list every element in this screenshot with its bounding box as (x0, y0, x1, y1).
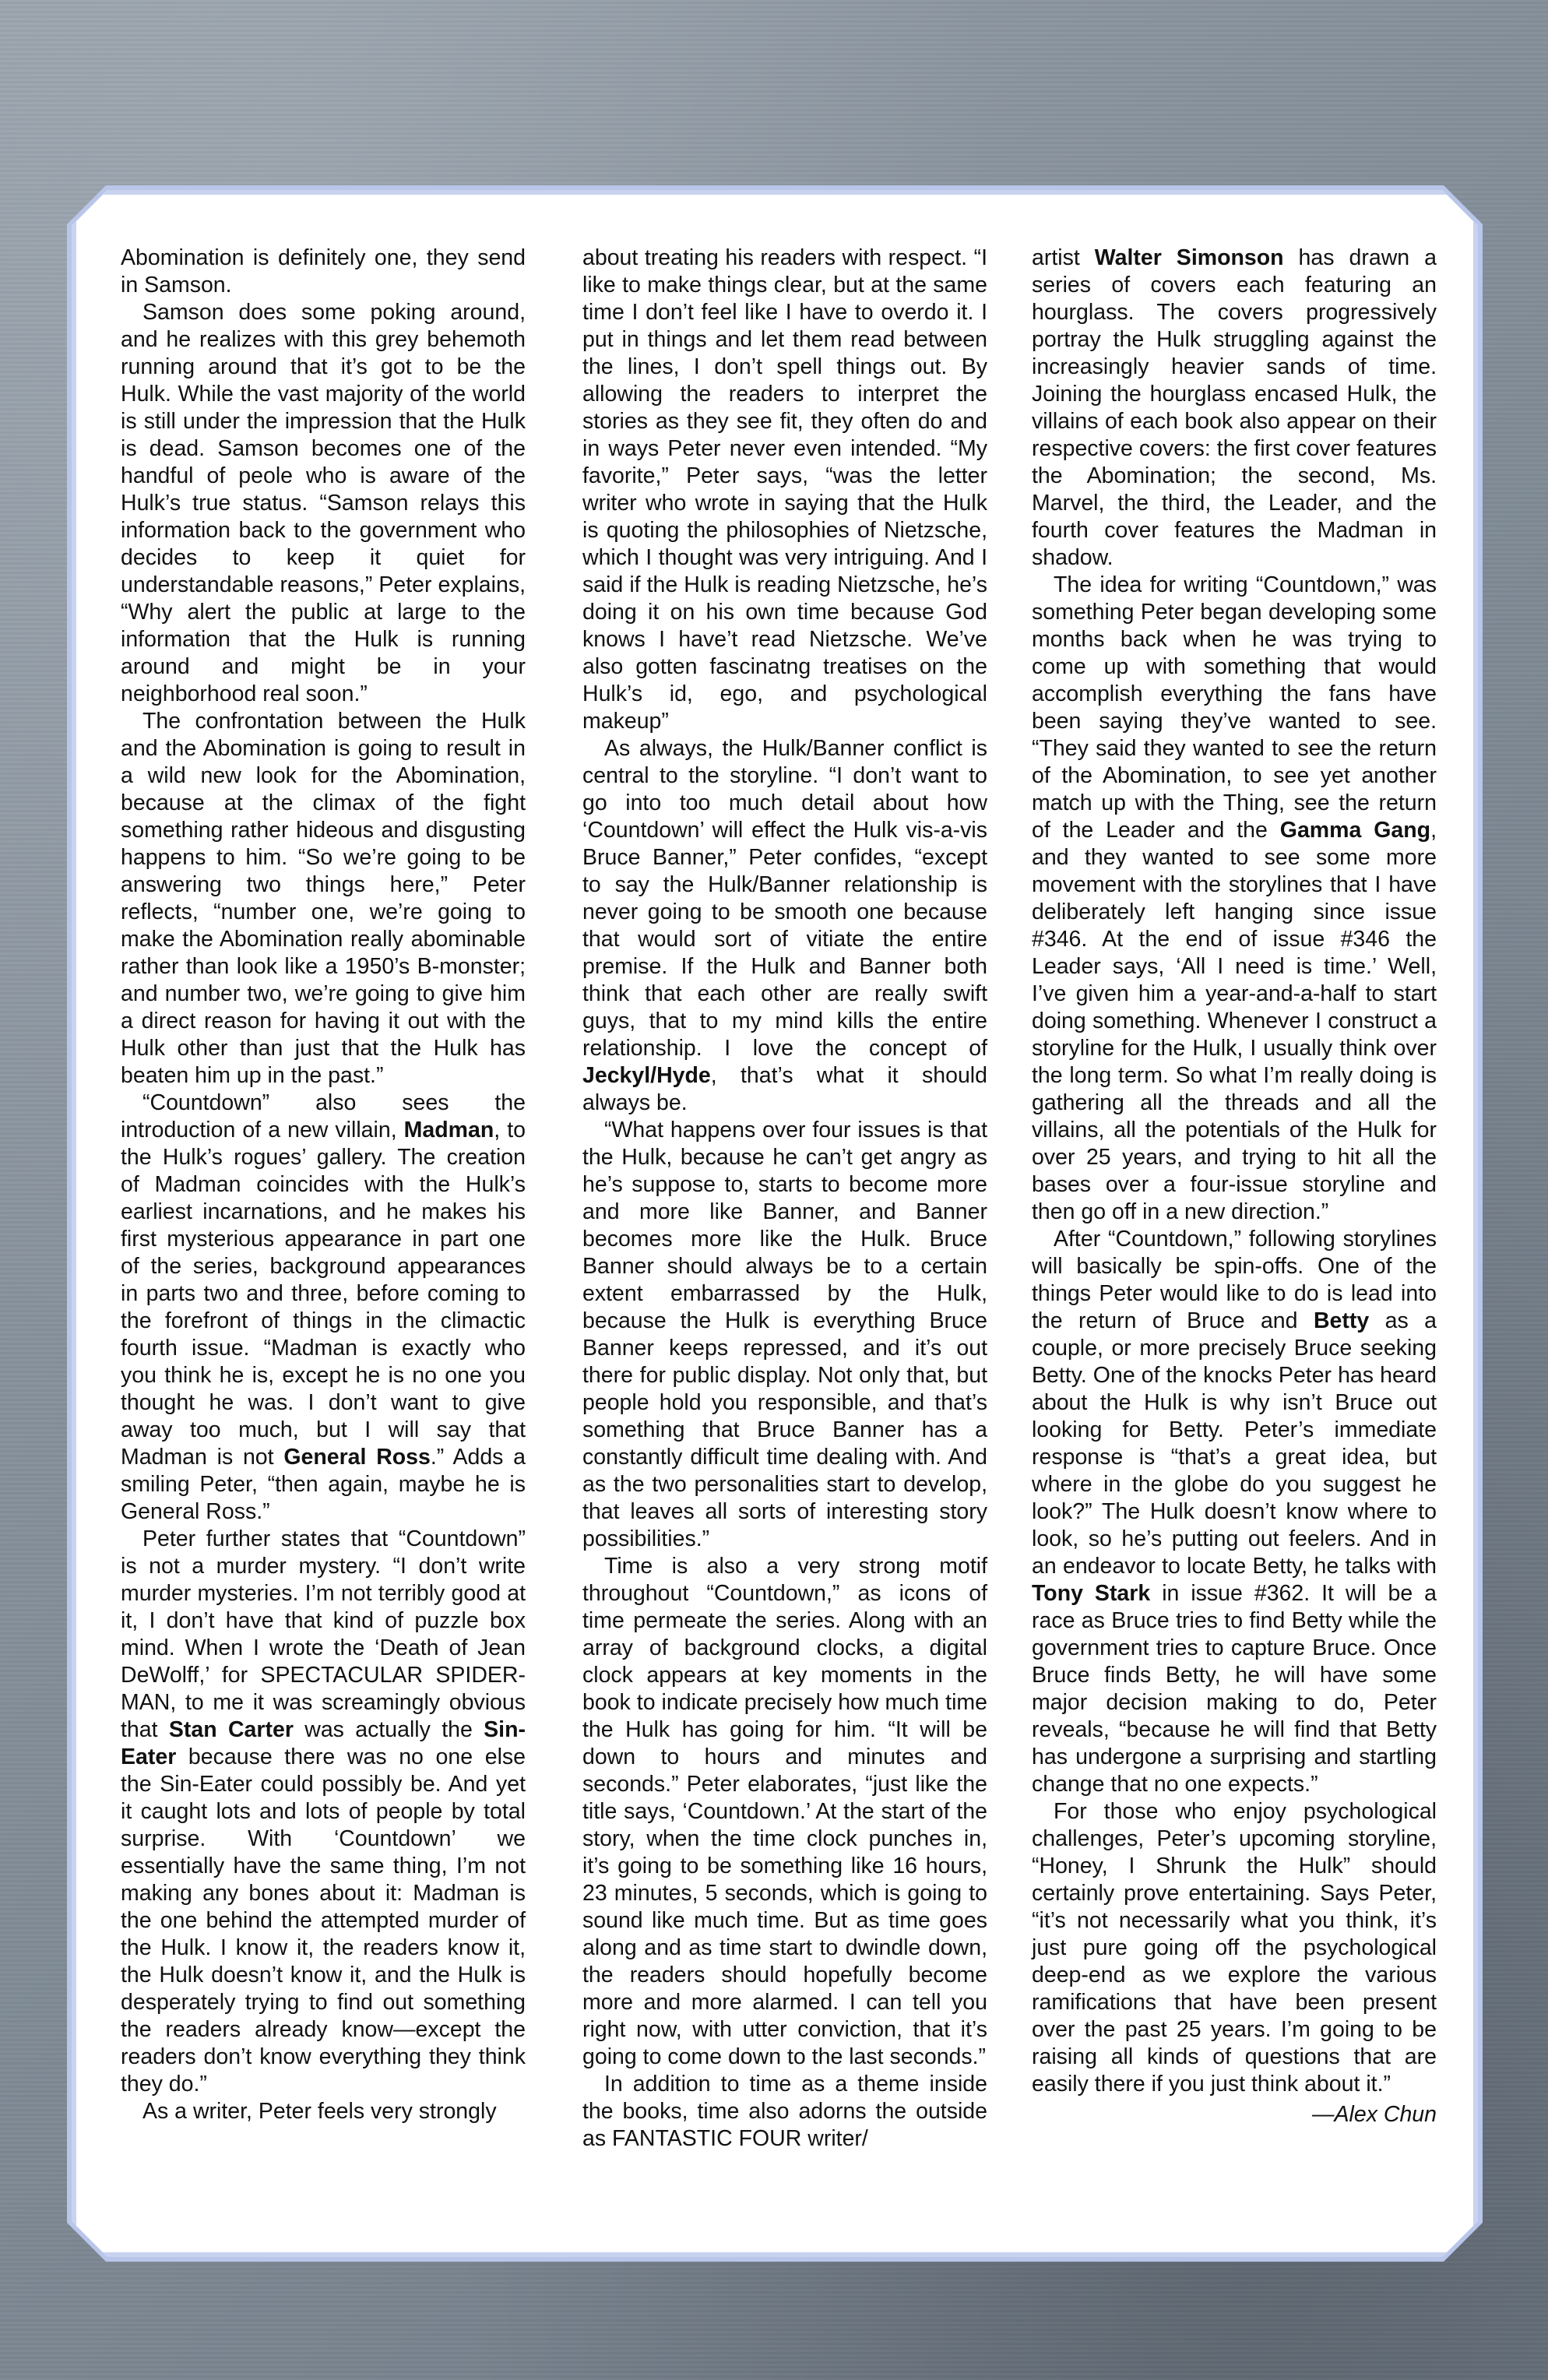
article-column-1 (121, 245, 526, 2125)
paragraph (1032, 1798, 1437, 2098)
bold-name: Stan Carter (168, 1717, 294, 1742)
text-run: about treating his readers with respect. “I like to make things clear, but at the same time I don’t feel like I have to overdo it. I put in things and let them read between the lines, I don’t spell things out. By allowing the readers to interpret the stories as they see fit, they often do and in ways Peter never even intended. “My favorite,” Peter says, “was the letter writer who wrote in saying that the Hulk is quoting the philosophies of Nietzsche, which I thought was very intriguing. And I said if the Hulk is reading Nietzsche, he’s doing it on his own time because God knows I have’t read Nietzsche. We’ve also gotten fascinatng treatises on the Hulk’s id, ego, and psychological makeup” (582, 245, 987, 734)
paragraph (582, 735, 987, 1117)
paragraph (121, 299, 526, 708)
article-column-3 (1032, 245, 1437, 2128)
text-run: “Countdown” also sees the introduction of a new villain, (121, 1090, 526, 1142)
text-run: Samson does some poking around, and he realizes with this grey behemoth running around that it’s got to be the Hulk. While the vast majority of the world is still under the impression that the Hulk is dead. Samson becomes one of the handful of peole who is aware of the Hulk’s true status. “Samson relays this information back to the government who decides to keep it quiet for understandable reasons,” Peter explains, “Why alert the public at large to the information that the Hulk is running around and might be in your neighborhood real soon.” (121, 300, 526, 706)
paragraph (121, 708, 526, 1090)
bold-name: Tony Stark (1032, 1581, 1151, 1606)
text-run: The idea for writing “Countdown,” was something Peter began developing some months back when he was trying to come up with something that would accomplish everything the fans have been saying they’ve wanted to see. “They said they wanted to see the return of the Abomination, to see yet another match up with the Thing, see the return of the Leader and the (1032, 572, 1437, 843)
paragraph (1032, 1226, 1437, 1798)
bold-name: Jeckyl/Hyde (582, 1063, 711, 1088)
text-run: For those who enjoy psychological challenges, Peter’s upcoming storyline, “Honey, I Shrunk the Hulk” should certainly prove entertaining. Says Peter, “it’s not necessarily what you think, it’s just pure going off the psychological deep-end as we explore the various ramifications that have been present over the past 25 years. I’m going to be raising all kinds of questions that are easily there if you just think about it.” (1032, 1799, 1437, 2097)
paragraph (121, 1526, 526, 2098)
text-run: .” Adds a smiling Peter, “then again, maybe he is General Ross.” (121, 1445, 526, 1524)
bold-name: Betty (1313, 1308, 1370, 1333)
article-column-2 (582, 245, 987, 2153)
text-run: , and they wanted to see some more movement with the storylines that I have deliberately left hanging since issue #346. At the end of issue #346 the Leader says, ‘All I need is time.’ Well, I’ve given him a year-and-a-half to start doing something. Whenever I construct a storyline for the Hulk, I usually think over the long term. So what I’m really doing is gathering all the threads and all the villains, all the potentials of the Hulk for over 25 years, and trying to hit all the bases over a four-issue storyline and then go off in a new direction.” (1032, 818, 1437, 1224)
paragraph (121, 2098, 526, 2125)
byline: —Alex Chun (1312, 2102, 1437, 2127)
bold-name: Gamma Gang (1279, 818, 1431, 843)
text-run: , that’s what it should always be. (582, 1063, 987, 1115)
bold-name: Sin-Eater (121, 1717, 526, 1769)
text-run: because there was no one else the Sin-Eater could possibly be. And yet it caught lots and lots of people by total surprise. With ‘Countdown’ we essentially have the same thing, I’m not making any bones about it: Madman is the one behind the attempted murder of the Hulk. I know it, the readers know it, the Hulk doesn’t know it, and the Hulk is desperately trying to find out something the readers already know—except the readers don’t know everything they think they do.” (121, 1745, 526, 2097)
text-run: in issue #362. It will be a race as Bruce tries to find Betty while the government tries to capture Bruce. Once Bruce finds Betty, he will have some major decision making to do, Peter reveals, “because he will find that Betty has undergone a surprising and startling change that no one expects.” (1032, 1581, 1437, 1797)
text-run: The confrontation between the Hulk and the Abomination is going to result in a wild new look for the Abomination, because at the climax of the fight something rather hideous and disgusting happens to him. “So we’re going to be answering two things here,” Peter reflects, “number one, we’re going to make the Abomination really abominable rather than look like a 1950’s B-monster; and number two, we’re going to give him a direct reason for having it out with the Hulk other than just that the Hulk has beaten him up in the past.” (121, 709, 526, 1088)
paragraph (121, 1090, 526, 1526)
text-run: as a couple, or more precisely Bruce seeking Betty. One of the knocks Peter has heard about the Hulk is why isn’t Bruce out looking for Betty. Peter’s immediate response is “that’s a great idea, but where in the globe do you suggest he look?” The Hulk doesn’t know where to look, so he’s putting out feelers. And in an endeavor to locate Betty, he talks with (1032, 1308, 1437, 1579)
text-run: In addition to time as a theme inside the books, time also adorns the outside as FANTASTIC FOUR writer/ (582, 2072, 987, 2151)
text-run: , to the Hulk’s rogues’ gallery. The creation of Madman coincides with the Hulk’s earliest incarnations, and he makes his first mysterious appearance in part one of the series, background appearances in parts two and three, before coming to the forefront of things in the climactic fourth issue. “Madman is exactly who you think he is, except he is no one you thought he was. I don’t want to give away too much, but I will say that Madman is not (121, 1118, 526, 1470)
text-run: “What happens over four issues is that the Hulk, because he can’t get angry as he’s suppose to, starts to become more and more like Banner, and Banner becomes more like the Hulk. Bruce Banner should always be to a certain extent embarrassed by the Hulk, because the Hulk is everything Bruce Banner keeps repressed, and it’s out there for public display. Not only that, but people hold you responsible, and that’s something that Bruce Banner has a constantly difficult time dealing with. And as the two personalities start to develop, that leaves all sorts of interesting story possibilities.” (582, 1118, 987, 1551)
text-run: Time is also a very strong motif throughout “Countdown,” as icons of time permeate the series. Along with an array of background clocks, a digital clock appears at key moments in the book to indicate precisely how much time the Hulk has going for him. “It will be down to hours and minutes and seconds.” Peter elaborates, “just like the title says, ‘Countdown.’ At the start of the story, when the time clock punches in, it’s going to be something like 16 hours, 23 minutes, 5 seconds, which is going to sound like much time. But as time goes along and as time start to dwindle down, the readers should hopefully become more and more alarmed. I can tell you right now, with utter conviction, that it’s going to come down to the last seconds.” (582, 1554, 987, 2069)
text-run: artist (1032, 245, 1095, 270)
paragraph (582, 2071, 987, 2153)
bold-name: General Ross (283, 1445, 431, 1470)
text-run: was actually the (293, 1717, 484, 1742)
paragraph (1032, 572, 1437, 1226)
text-run: Abomination is definitely one, they send in Samson. (121, 245, 526, 298)
text-run: As always, the Hulk/Banner conflict is central to the storyline. “I don’t want to go into too much detail about how ‘Countdown’ will effect the Hulk vis-a-vis Bruce Banner,” Peter confides, “except to say the Hulk/Banner relationship is never going to be smooth one because that would sort of vitiate the entire premise. If the Hulk and Banner both think that each other are really swift guys, that to my mind kills the entire relationship. I love the concept of (582, 736, 987, 1061)
bold-name: Madman (403, 1118, 494, 1142)
paragraph (121, 245, 526, 299)
text-run: Peter further states that “Countdown” is not a murder mystery. “I don’t write murder mysteries. I’m not terribly good at it, I don’t have that kind of puzzle box mind. When I wrote the ‘Death of Jean DeWolff,’ for SPECTACULAR SPIDER-MAN, to me it was screamingly obvious that (121, 1526, 526, 1742)
text-run: has drawn a series of covers each featuring an hourglass. The covers progressively portray the Hulk struggling against the increasingly heavier sands of time. Joining the hourglass encased Hulk, the villains of each book also appear on their respective covers: the first cover features the Abomination; the second, Ms. Marvel, the third, the Leader, and the fourth cover features the Madman in shadow. (1032, 245, 1437, 570)
paragraph (582, 245, 987, 735)
text-run: As a writer, Peter feels very strongly (142, 2099, 497, 2124)
paragraph (582, 1117, 987, 1553)
paragraph (582, 1553, 987, 2071)
paragraph (1032, 245, 1437, 572)
text-run: After “Countdown,” following storylines will basically be spin-offs. One of the things Peter would like to do is lead into the return of Bruce and (1032, 1227, 1437, 1333)
bold-name: Walter Simonson (1094, 245, 1284, 270)
